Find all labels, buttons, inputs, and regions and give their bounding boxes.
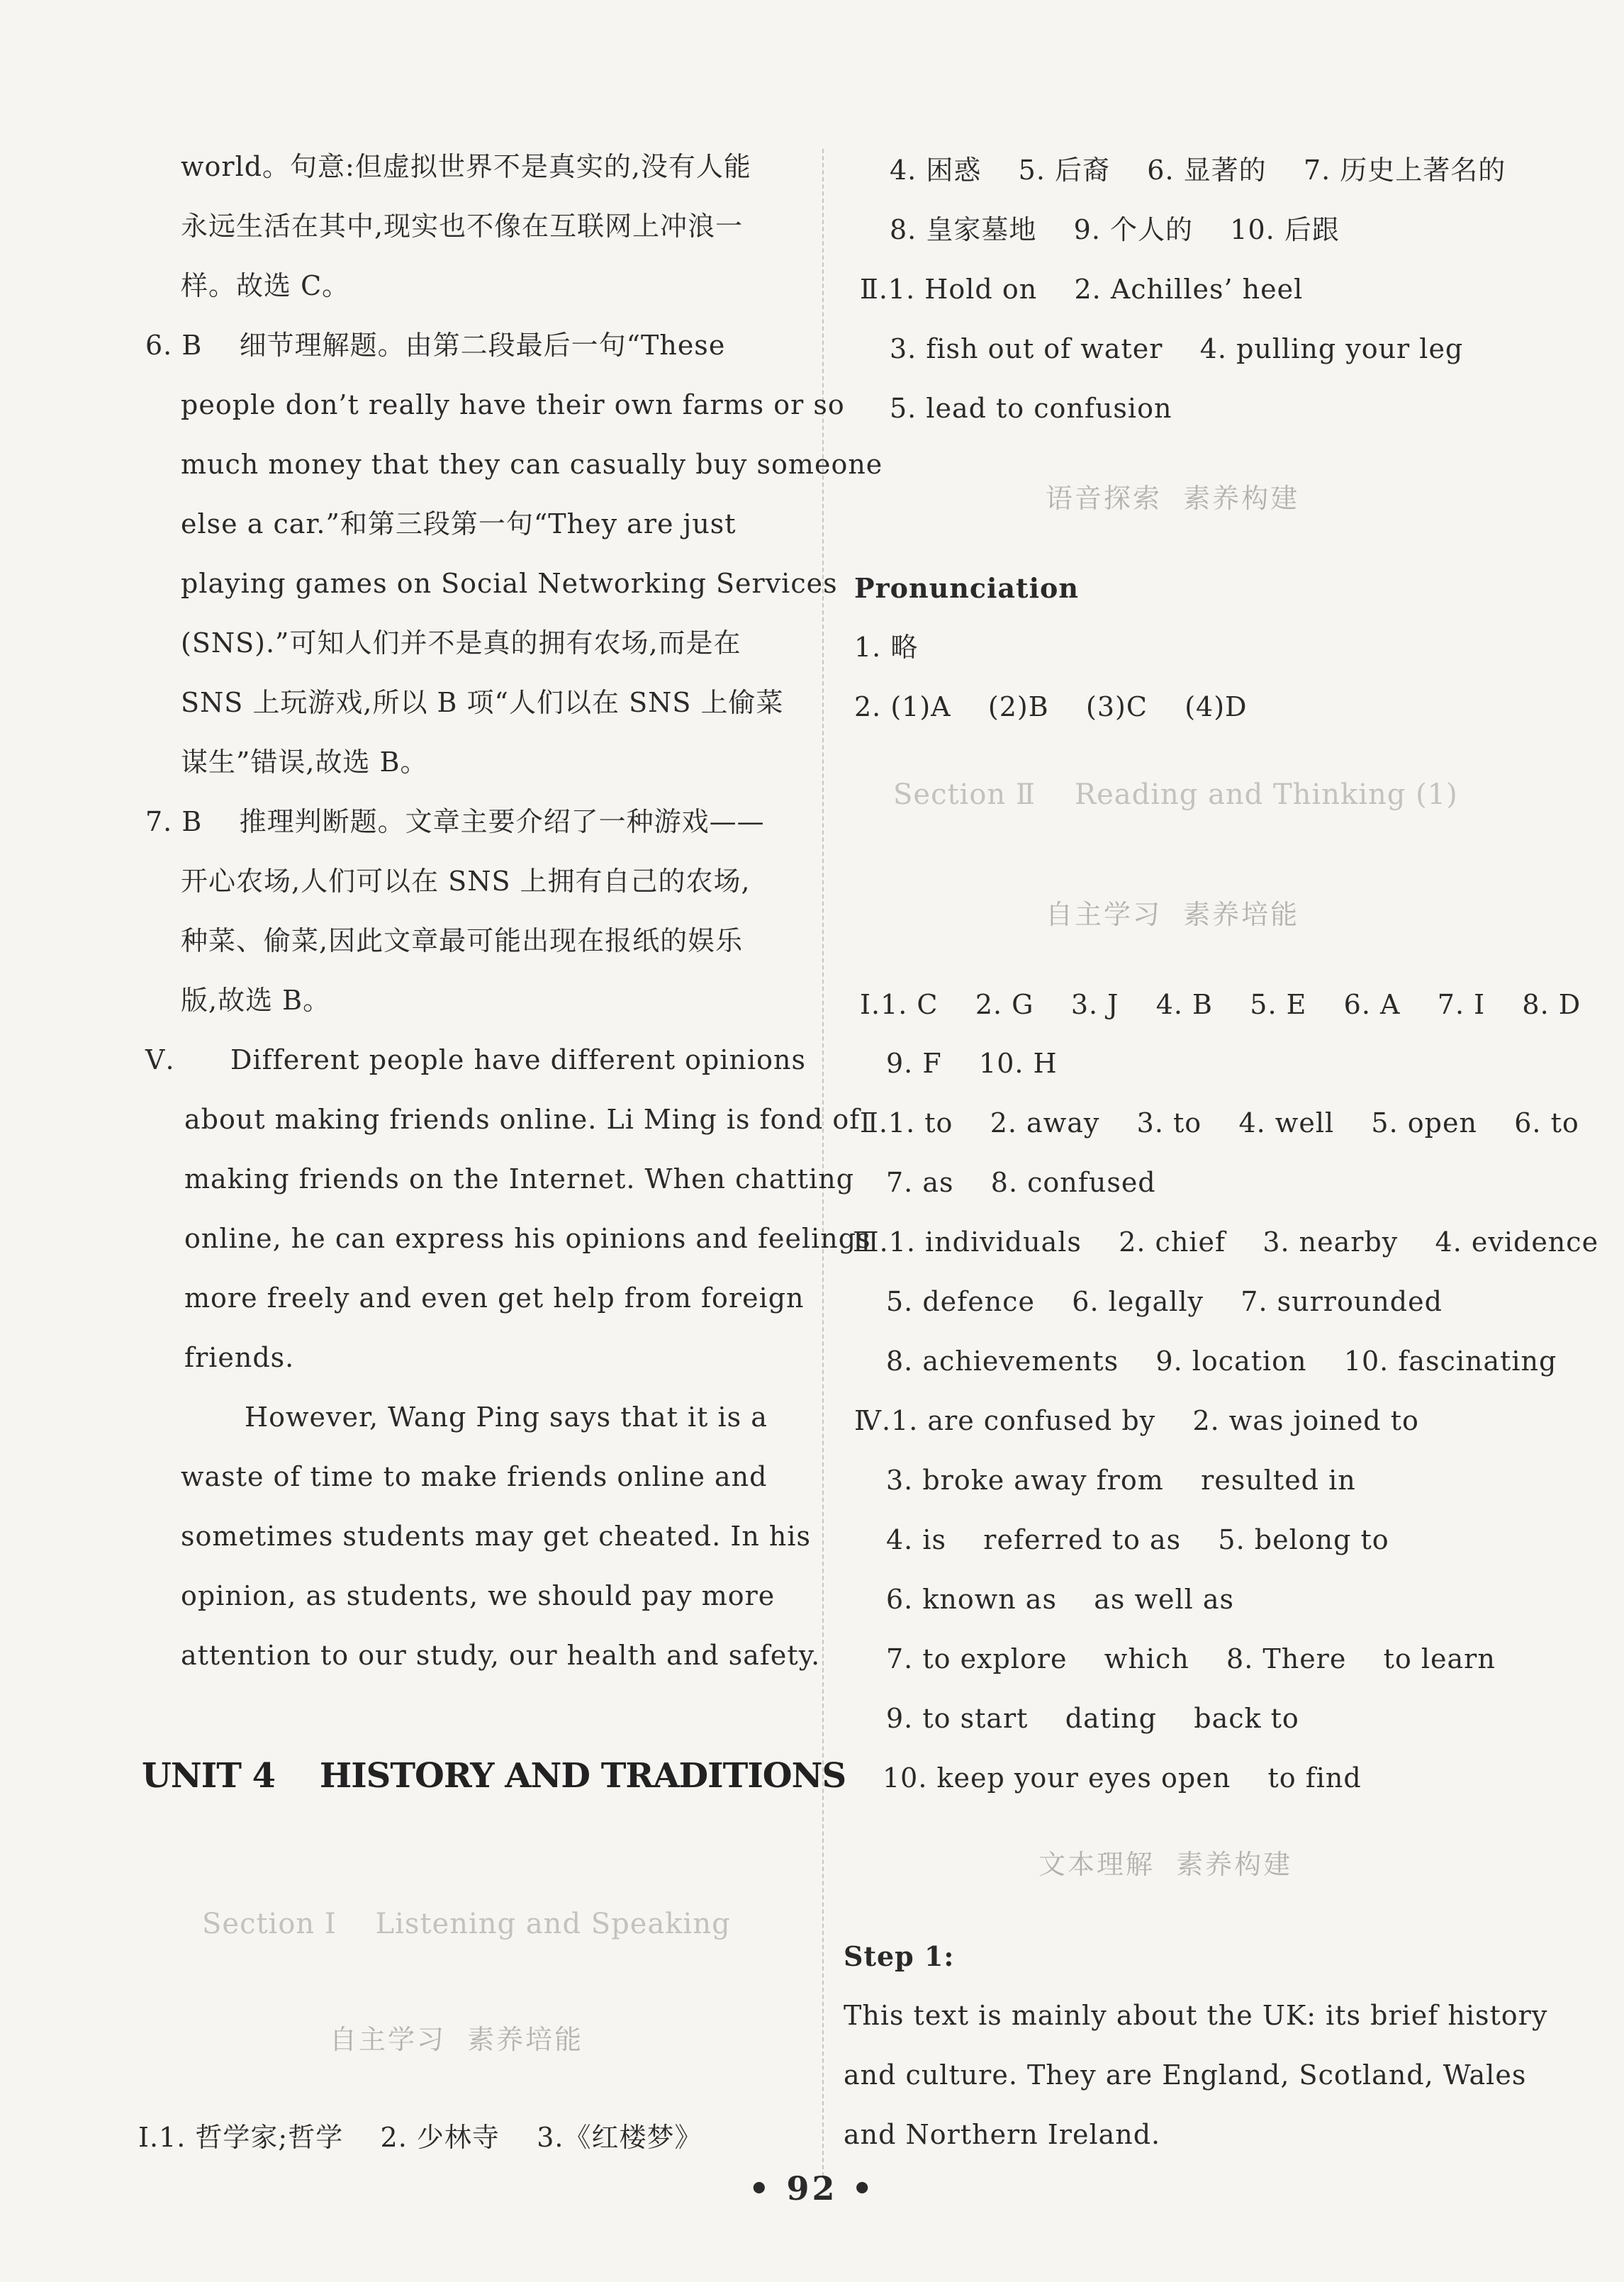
text-line: 8. achievements 9. location 10. fascinating — [886, 1346, 1557, 1377]
text-line: Ⅰ.1. C 2. G 3. J 4. B 5. E 6. A 7. I 8. D — [860, 989, 1581, 1020]
text-line: and Northern Ireland. — [844, 2119, 1161, 2150]
text-line: 永远生活在其中,现实也不像在互联网上冲浪一 — [181, 211, 744, 242]
text-line: This text is mainly about the UK: its brief history — [844, 2000, 1548, 2031]
text-line: 4. is referred to as 5. belong to — [886, 1524, 1389, 1555]
text-line: friends. — [184, 1342, 295, 1373]
page-number: • 92 • — [749, 2169, 875, 2208]
text-line: 开心农场,人们可以在 SNS 上拥有自己的农场, — [181, 866, 751, 897]
text-line: 谋生”错误,故选 B。 — [181, 746, 428, 778]
text-line: 9. to start dating back to — [886, 1703, 1299, 1734]
text-line: online, he can express his opinions and feelings — [184, 1223, 871, 1254]
text-line: 7. as 8. confused — [886, 1167, 1156, 1198]
section-label: Step 1: — [844, 1940, 955, 1972]
text-line: 2. (1)A (2)B (3)C (4)D — [854, 691, 1248, 722]
text-line: 样。故选 C。 — [181, 270, 350, 301]
text-line: Ⅲ.1. individuals 2. chief 3. nearby 4. evidence — [853, 1226, 1599, 1258]
subheader: 语音探索 素养构建 — [1046, 483, 1300, 514]
section-title: Section Ⅱ Reading and Thinking (1) — [893, 778, 1458, 811]
text-line: world。句意:但虚拟世界不是真实的,没有人能 — [181, 151, 751, 182]
text-line: opinion, as students, we should pay more — [181, 1580, 775, 1611]
text-line: Ⅴ. Different people have different opinions — [145, 1044, 807, 1075]
text-line: attention to our study, our health and safety. — [181, 1640, 821, 1671]
text-line: 6. known as as well as — [886, 1584, 1235, 1615]
text-line: waste of time to make friends online and — [181, 1461, 768, 1492]
text-line: 7. B 推理判断题。文章主要介绍了一种游戏—— — [145, 806, 765, 837]
text-line: 版,故选 B。 — [181, 985, 331, 1016]
text-line: playing games on Social Networking Services — [181, 568, 838, 599]
text-line: 3. fish out of water 4. pulling your leg — [890, 333, 1464, 364]
subheader: 文本理解 素养构建 — [1038, 1849, 1293, 1880]
text-line: 10. keep your eyes open to find — [883, 1762, 1362, 1794]
text-line: However, Wang Ping says that it is a — [245, 1402, 768, 1433]
text-line: 3. broke away from resulted in — [886, 1465, 1356, 1496]
section-title: Section Ⅰ Listening and Speaking — [202, 1908, 731, 1940]
text-line: 6. B 细节理解题。由第二段最后一句“These — [145, 330, 726, 361]
text-line: more freely and even get help from foreign — [184, 1282, 805, 1314]
text-line: and culture. They are England, Scotland, Wales — [844, 2059, 1527, 2091]
text-line: 7. to explore which 8. There to learn — [886, 1643, 1496, 1674]
text-line: 9. F 10. H — [886, 1048, 1058, 1079]
text-line: SNS 上玩游戏,所以 B 项“人们以在 SNS 上偷菜 — [181, 687, 784, 718]
subheader: 自主学习 素养培能 — [330, 2024, 584, 2055]
text-line: Ⅰ.1. 哲学家;哲学 2. 少林寺 3.《红楼梦》 — [138, 2122, 702, 2153]
subheader: 自主学习 素养培能 — [1046, 899, 1300, 930]
text-line: Ⅳ.1. are confused by 2. was joined to — [854, 1405, 1419, 1436]
text-line: 4. 困惑 5. 后裔 6. 显著的 7. 历史上著名的 — [890, 155, 1506, 186]
unit-title: UNIT 4 HISTORY AND TRADITIONS — [142, 1756, 846, 1796]
text-line: (SNS).”可知人们并不是真的拥有农场,而是在 — [181, 627, 741, 659]
text-line: Ⅱ.1. to 2. away 3. to 4. well 5. open 6. to — [860, 1107, 1579, 1139]
text-line: 1. 略 — [854, 632, 919, 663]
text-line: 种菜、偷菜,因此文章最可能出现在报纸的娱乐 — [181, 925, 744, 956]
text-line: about making friends online. Li Ming is fond of — [184, 1104, 861, 1135]
text-line: sometimes students may get cheated. In his — [181, 1521, 812, 1552]
text-line: people don’t really have their own farms or so — [181, 389, 845, 420]
text-line: 5. defence 6. legally 7. surrounded — [886, 1286, 1443, 1317]
text-line: making friends on the Internet. When chatting — [184, 1163, 855, 1195]
text-line: much money that they can casually buy someone — [181, 449, 883, 480]
section-label: Pronunciation — [854, 572, 1079, 604]
text-line: 5. lead to confusion — [890, 393, 1172, 424]
text-line: 8. 皇家墓地 9. 个人的 10. 后跟 — [890, 214, 1340, 245]
text-line: Ⅱ.1. Hold on 2. Achilles’ heel — [860, 274, 1304, 305]
text-line: else a car.”和第三段第一句“They are just — [181, 508, 737, 539]
